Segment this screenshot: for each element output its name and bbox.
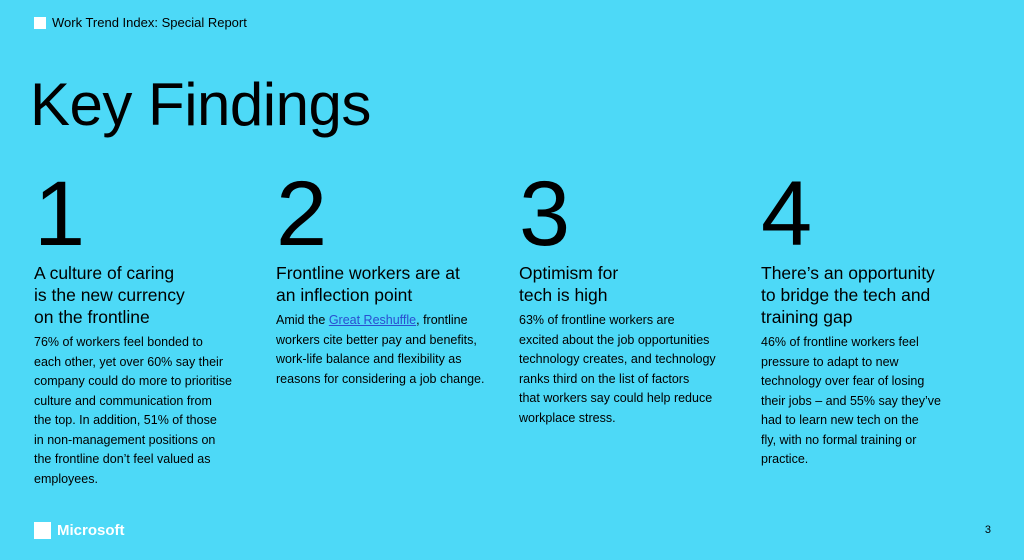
body-line: employees. [34, 471, 98, 486]
finding-number: 4 [761, 163, 813, 265]
heading-line: is the new currency [34, 285, 185, 305]
body-line: 76% of workers feel bonded to [34, 335, 203, 349]
finding-heading [34, 262, 264, 328]
page-number: 3 [984, 524, 991, 536]
heading-line: training gap [761, 307, 853, 327]
great-reshuffle-link[interactable]: Great Reshuffle [328, 313, 417, 327]
finding-body [276, 311, 506, 389]
finding-number: 3 [519, 163, 571, 265]
body-line: company could do more to prioritise [34, 374, 233, 388]
finding-body [761, 333, 991, 470]
finding-body [34, 333, 264, 489]
body-line: culture and communication from [34, 393, 212, 408]
body-line: their jobs – and 55% say they’ve [761, 393, 941, 408]
body-suffix: , frontline [416, 313, 468, 327]
body-line: each other, yet over 60% say their [34, 354, 223, 369]
heading-line: tech is high [519, 285, 608, 305]
body-line: technology over fear of losing [761, 374, 925, 388]
body-line: workers cite better pay and benefits, [276, 332, 477, 347]
body-line: pressure to adapt to new [761, 354, 899, 369]
finding-1 [34, 163, 264, 489]
microsoft-square-icon [34, 522, 51, 539]
finding-number: 2 [276, 163, 328, 265]
body-prefix: Amid the [276, 313, 329, 327]
body-line: that workers say could help reduce [519, 391, 713, 405]
finding-heading [276, 262, 506, 306]
body-line: practice. [761, 452, 809, 466]
body-line: 46% of frontline workers feel [761, 335, 919, 349]
findings-grid [34, 163, 1014, 508]
finding-4 [761, 163, 991, 470]
body-line: ranks third on the list of factors [519, 371, 690, 386]
body-line: the frontline don’t feel valued as [34, 452, 211, 466]
body-line: excited about the job opportunities [519, 332, 710, 347]
heading-line: There’s an opportunity [761, 263, 935, 283]
body-line: work-life balance and flexibility as [276, 352, 462, 366]
body-line: in non-management positions on [34, 432, 216, 447]
finding-heading [519, 262, 749, 306]
page-title: Key Findings [30, 71, 371, 138]
finding-body [519, 311, 749, 428]
header-square-icon [34, 17, 46, 29]
heading-line: A culture of caring [34, 263, 175, 283]
report-header [34, 15, 247, 31]
body-line: the top. In addition, 51% of those [34, 413, 217, 427]
finding-number: 1 [34, 163, 86, 265]
report-title: Work Trend Index: Special Report [52, 15, 247, 30]
finding-2 [276, 163, 506, 389]
heading-line: to bridge the tech and [761, 285, 931, 305]
body-line: reasons for considering a job change. [276, 371, 485, 386]
body-line [276, 311, 506, 331]
body-line: had to learn new tech on the [761, 413, 919, 427]
brand-name: Microsoft [57, 522, 125, 539]
body-line: 63% of frontline workers are [519, 313, 675, 327]
heading-line: an inflection point [276, 285, 413, 305]
body-line: fly, with no formal training or [761, 432, 917, 447]
body-line: technology creates, and technology [519, 352, 716, 366]
finding-3 [519, 163, 749, 428]
heading-line: Optimism for [519, 263, 619, 283]
heading-line: Frontline workers are at [276, 263, 460, 283]
finding-heading [761, 262, 991, 328]
heading-line: on the frontline [34, 307, 150, 327]
microsoft-logo [34, 522, 125, 539]
body-line: workplace stress. [519, 410, 616, 425]
